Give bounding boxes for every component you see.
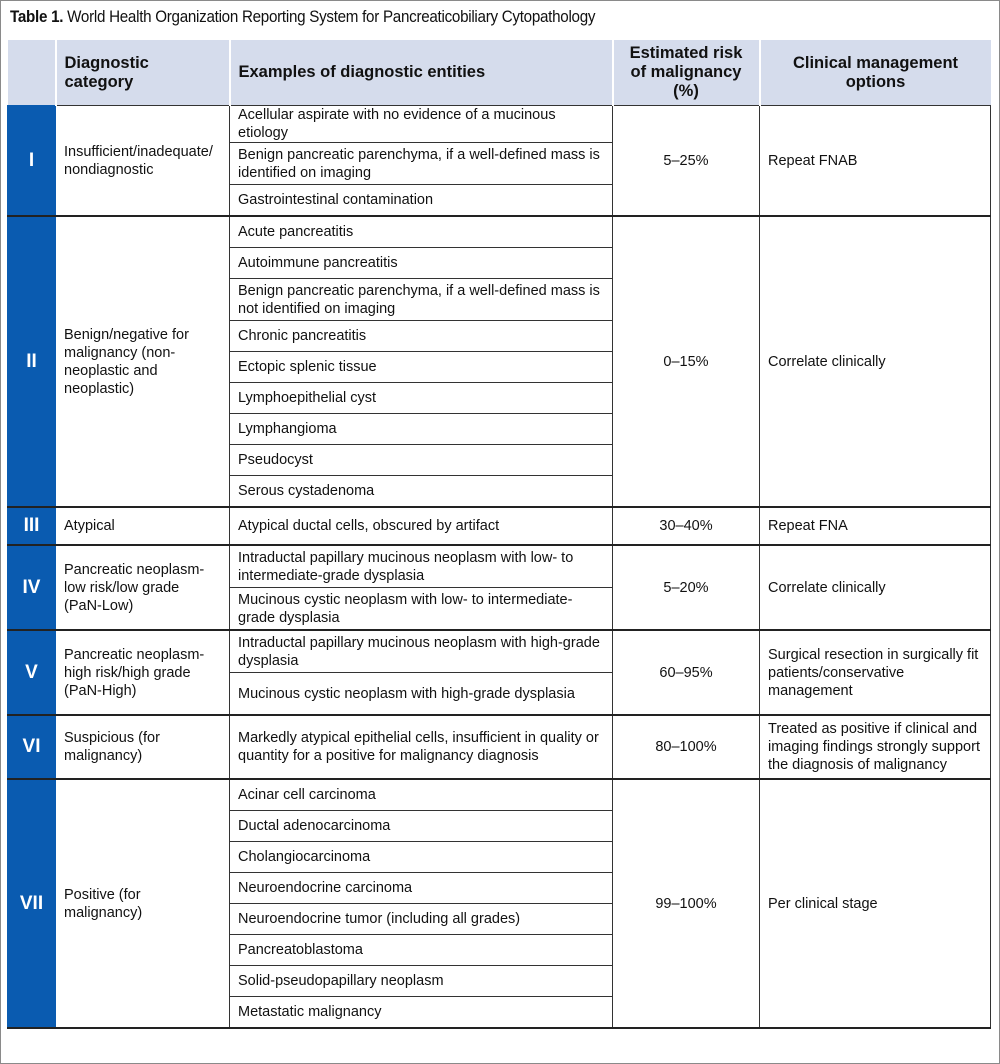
category-number: V xyxy=(8,630,56,715)
diagnostic-entity: Pseudocyst xyxy=(230,445,613,476)
diagnostic-category: Pancreatic neoplasm-high risk/high grade (PaN-High) xyxy=(56,630,230,715)
table-row xyxy=(8,779,991,811)
diagnostic-entity: Cholangiocarcinoma xyxy=(230,842,613,873)
table-body xyxy=(8,106,991,1029)
diagnostic-entity: Markedly atypical epithelial cells, insufficient in quality or quantity for a positive for malignancy diagnosis xyxy=(230,715,613,779)
clinical-management: Treated as positive if clinical and imaging findings strongly support the diagnosis of malignancy xyxy=(760,715,991,779)
clinical-management: Surgical resection in surgically fit patients/conservative management xyxy=(760,630,991,715)
who-reporting-table xyxy=(7,40,991,1029)
diagnostic-entity: Ductal adenocarcinoma xyxy=(230,811,613,842)
diagnostic-entity: Mucinous cystic neoplasm with low- to intermediate-grade dysplasia xyxy=(230,588,613,631)
diagnostic-entity: Benign pancreatic parenchyma, if a well-defined mass is not identified on imaging xyxy=(230,279,613,321)
diagnostic-category: Insufficient/inadequate/ nondiagnostic xyxy=(56,106,230,217)
diagnostic-entity: Atypical ductal cells, obscured by artifact xyxy=(230,507,613,545)
table-row xyxy=(8,630,991,673)
risk-of-malignancy: 5–20% xyxy=(613,545,760,630)
diagnostic-entity: Acinar cell carcinoma xyxy=(230,779,613,811)
diagnostic-entity: Metastatic malignancy xyxy=(230,997,613,1029)
risk-of-malignancy: 0–15% xyxy=(613,216,760,507)
header-risk: Estimated risk of malignancy (%) xyxy=(613,40,760,106)
risk-of-malignancy: 60–95% xyxy=(613,630,760,715)
category-number: VI xyxy=(8,715,56,779)
diagnostic-entity: Chronic pancreatitis xyxy=(230,321,613,352)
diagnostic-entity: Lymphoepithelial cyst xyxy=(230,383,613,414)
risk-of-malignancy: 80–100% xyxy=(613,715,760,779)
header-examples: Examples of diagnostic entities xyxy=(230,40,613,106)
category-number: I xyxy=(8,106,56,217)
category-number: III xyxy=(8,507,56,545)
category-number: VII xyxy=(8,779,56,1028)
diagnostic-category: Atypical xyxy=(56,507,230,545)
category-number: IV xyxy=(8,545,56,630)
diagnostic-entity: Ectopic splenic tissue xyxy=(230,352,613,383)
diagnostic-entity: Intraductal papillary mucinous neoplasm with high-grade dysplasia xyxy=(230,630,613,673)
clinical-management: Repeat FNA xyxy=(760,507,991,545)
diagnostic-entity: Autoimmune pancreatitis xyxy=(230,248,613,279)
diagnostic-entity: Intraductal papillary mucinous neoplasm with low- to intermediate-grade dysplasia xyxy=(230,545,613,588)
risk-of-malignancy: 5–25% xyxy=(613,106,760,217)
header-num xyxy=(8,40,56,106)
caption-label: Table 1. xyxy=(10,8,64,26)
table-header-row xyxy=(8,40,991,106)
diagnostic-entity: Neuroendocrine tumor (including all grades) xyxy=(230,904,613,935)
category-number: II xyxy=(8,216,56,507)
diagnostic-entity: Neuroendocrine carcinoma xyxy=(230,873,613,904)
diagnostic-entity: Benign pancreatic parenchyma, if a well-defined mass is identified on imaging xyxy=(230,143,613,185)
clinical-management: Per clinical stage xyxy=(760,779,991,1028)
diagnostic-entity: Pancreatoblastoma xyxy=(230,935,613,966)
table-caption xyxy=(10,8,595,27)
caption-title: World Health Organization Reporting System for Pancreaticobiliary Cytopathology xyxy=(67,8,596,26)
table-row xyxy=(8,507,991,545)
clinical-management: Correlate clinically xyxy=(760,545,991,630)
table-row xyxy=(8,545,991,588)
clinical-management: Repeat FNAB xyxy=(760,106,991,217)
diagnostic-category: Pancreatic neoplasm-low risk/low grade (PaN-Low) xyxy=(56,545,230,630)
diagnostic-entity: Serous cystadenoma xyxy=(230,476,613,508)
diagnostic-entity: Solid-pseudopapillary neoplasm xyxy=(230,966,613,997)
diagnostic-entity: Acute pancreatitis xyxy=(230,216,613,248)
table-row xyxy=(8,106,991,143)
clinical-management: Correlate clinically xyxy=(760,216,991,507)
table-row xyxy=(8,216,991,248)
header-category: Diagnostic category xyxy=(56,40,230,106)
risk-of-malignancy: 30–40% xyxy=(613,507,760,545)
risk-of-malignancy: 99–100% xyxy=(613,779,760,1028)
diagnostic-entity: Mucinous cystic neoplasm with high-grade dysplasia xyxy=(230,673,613,716)
diagnostic-category: Positive (for malignancy) xyxy=(56,779,230,1028)
diagnostic-entity: Gastrointestinal contamination xyxy=(230,185,613,217)
header-management: Clinical management options xyxy=(760,40,991,106)
diagnostic-entity: Acellular aspirate with no evidence of a mucinous etiology xyxy=(230,106,613,143)
diagnostic-category: Benign/negative for malignancy (non-neoplastic and neoplastic) xyxy=(56,216,230,507)
table-row xyxy=(8,715,991,779)
diagnostic-category: Suspicious (for malignancy) xyxy=(56,715,230,779)
diagnostic-entity: Lymphangioma xyxy=(230,414,613,445)
